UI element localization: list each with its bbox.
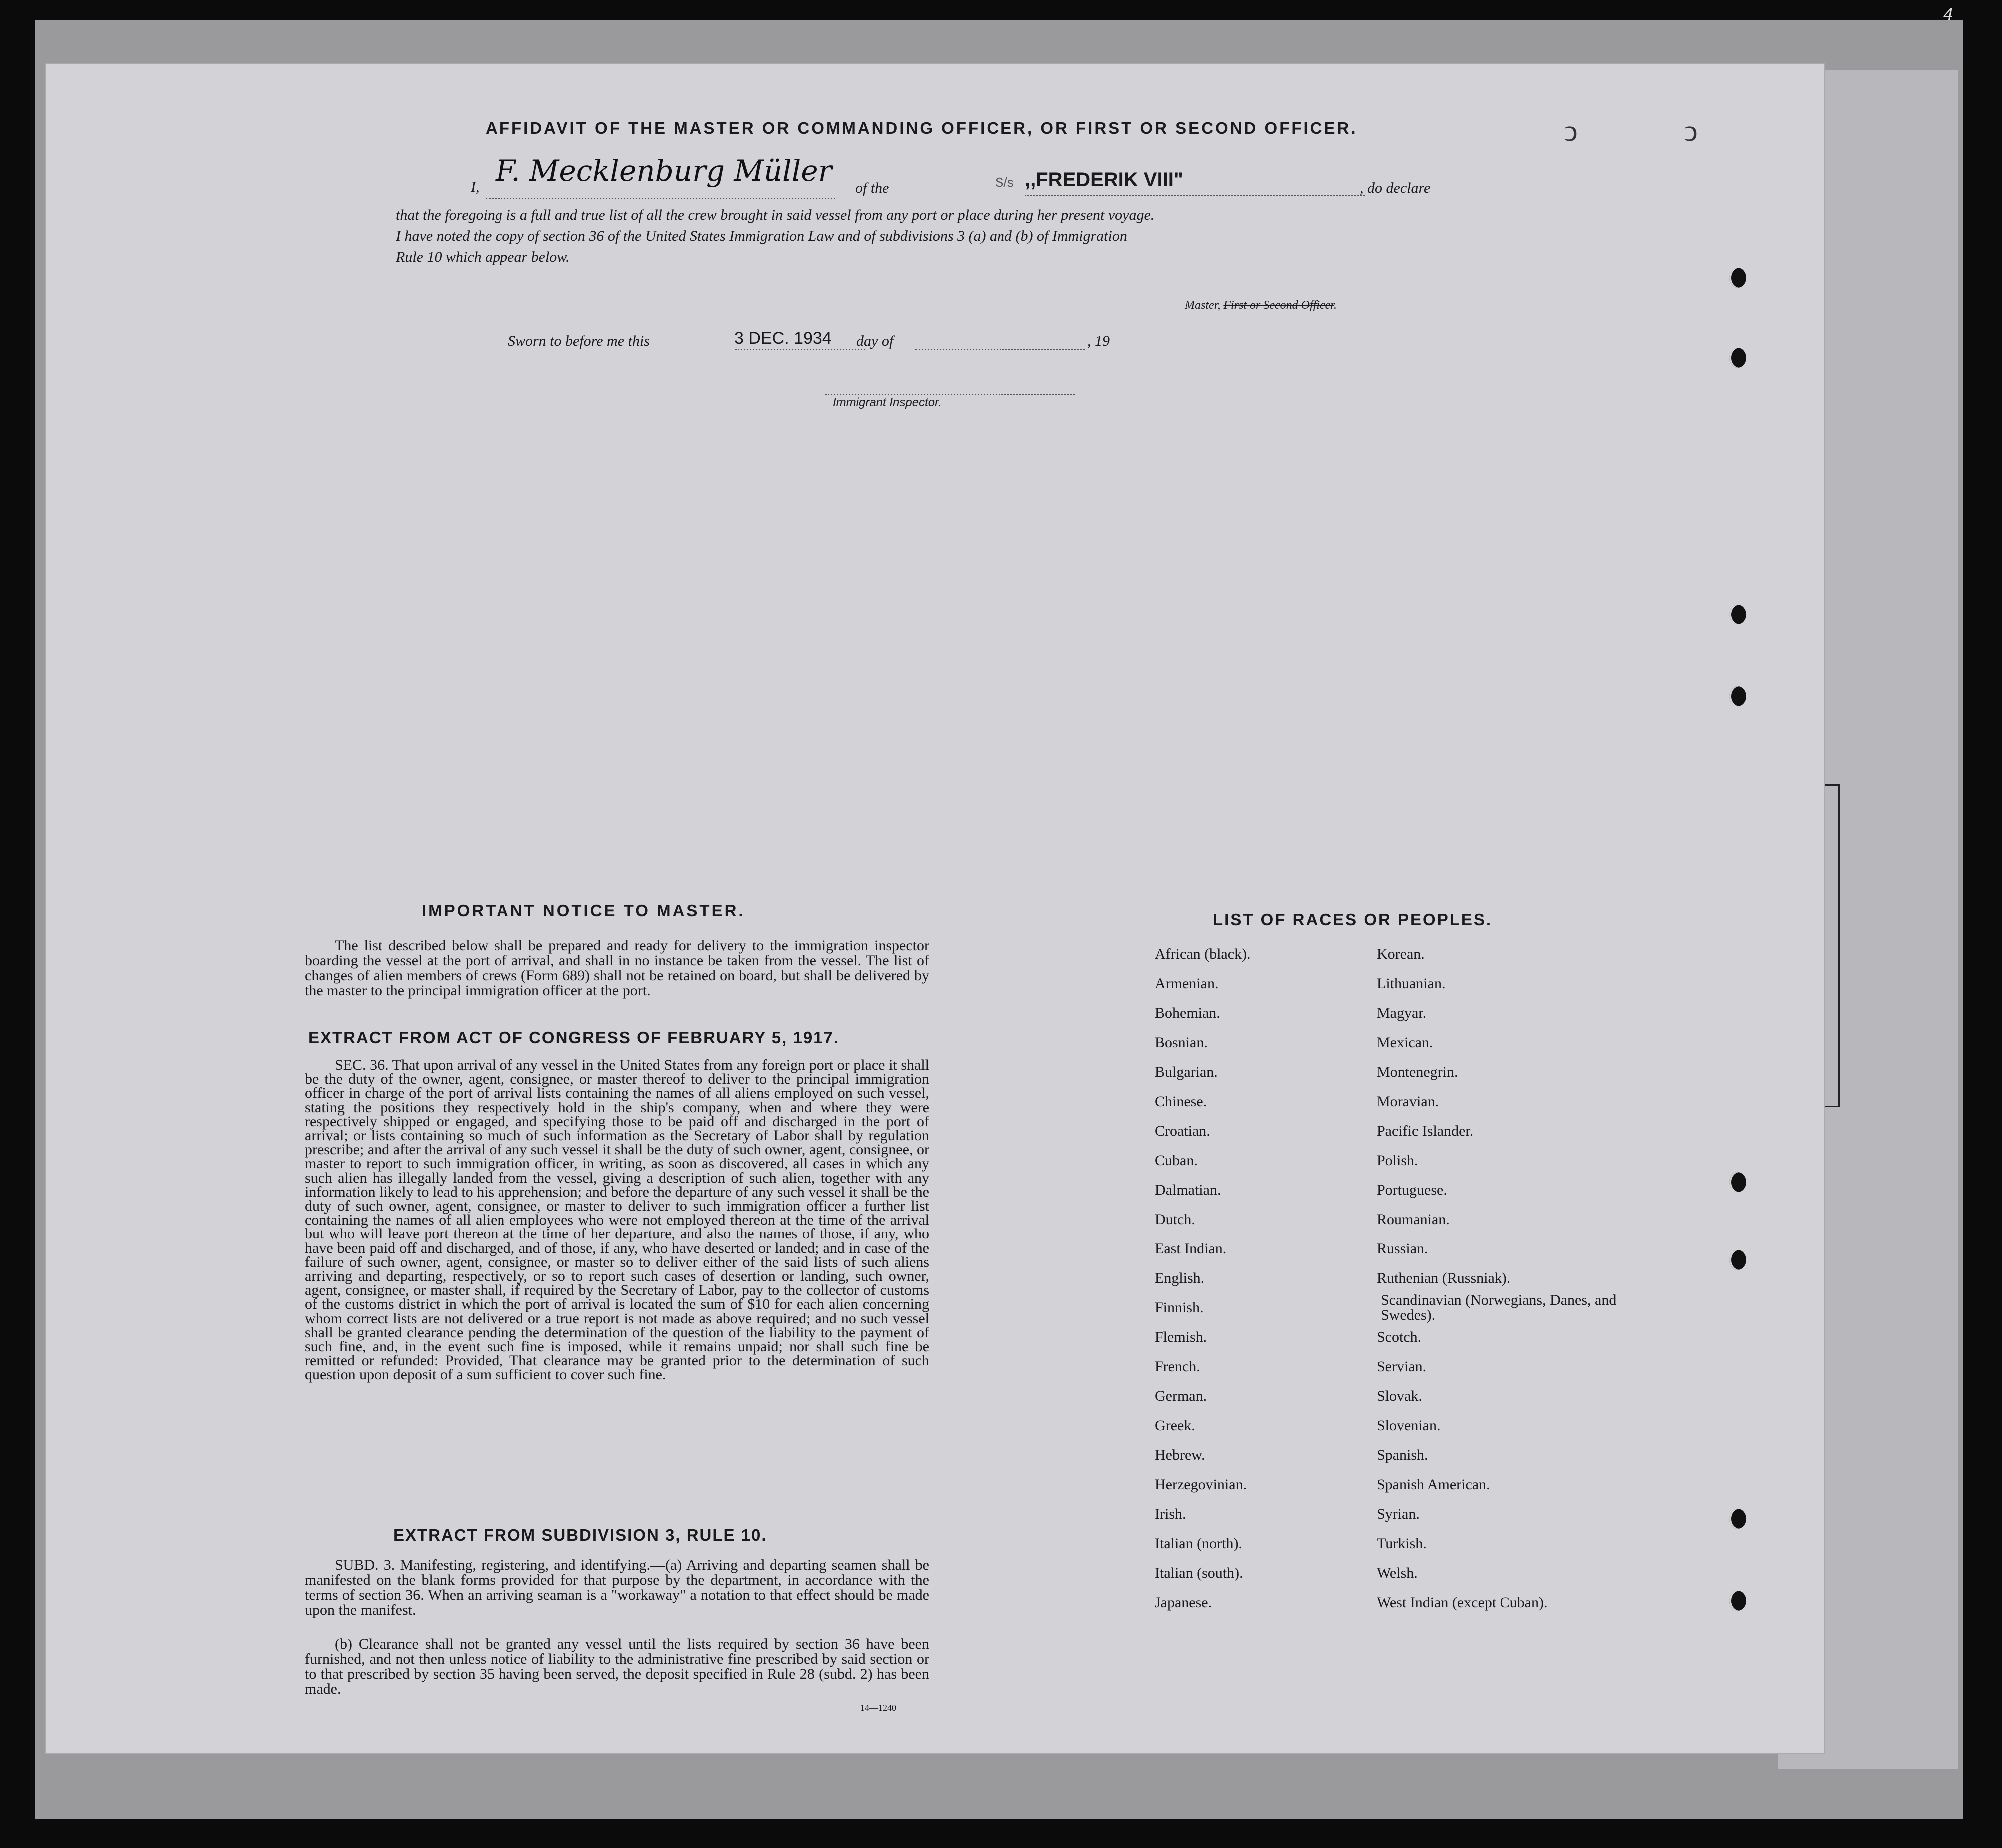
race-item: Flemish.	[1155, 1329, 1207, 1345]
race-item: English.	[1155, 1270, 1205, 1286]
race-item: Slovak.	[1377, 1388, 1422, 1404]
notice-text: The list described below shall be prepared and ready for delivery to the immigration inspector boarding the vessel at the port of arrival, and shall in no instance be taken from the vessel. The list of changes of alien members of crews (Form 689) shall not be retained on board, but shall be delivered by the master to the principal immigration officer at the port.	[305, 937, 929, 999]
race-item: Korean.	[1377, 946, 1425, 962]
race-item: Roumanian.	[1377, 1211, 1450, 1228]
sworn-date-stamp: 3 DEC. 1934	[734, 329, 832, 348]
master-label: Master,	[1185, 299, 1221, 312]
affidavit-line3: I have noted the copy of section 36 of the United States Immigration Law and of subdivisions 3 (a) and (b) of Immigration	[396, 228, 1127, 244]
inspector-label: Immigrant Inspector.	[833, 396, 942, 409]
race-item: Pacific Islander.	[1377, 1123, 1474, 1139]
extract1-title: EXTRACT FROM ACT OF CONGRESS OF FEBRUARY 5, 1917.	[308, 1028, 840, 1047]
race-item: Bosnian.	[1155, 1034, 1208, 1051]
race-item: Portuguese.	[1377, 1182, 1447, 1198]
master-end: .	[1333, 299, 1337, 312]
form-number: 14—1240	[860, 1703, 896, 1713]
vessel-line	[1025, 195, 1365, 196]
race-item: Polish.	[1377, 1152, 1418, 1169]
race-item: Lithuanian.	[1377, 975, 1446, 992]
binder-hole	[1729, 1172, 1746, 1192]
date-line	[735, 349, 865, 350]
extract2-text-b: (b) Clearance shall not be granted any vessel until the lists required by section 36 have been furnished, and not then unless notice of liability to the administrative fine prescribed by said section or to that prescribed by section 35 having been served, the deposit specified in Rule 28 (subd. 2) has been made.	[305, 1636, 929, 1697]
race-item: Chinese.	[1155, 1093, 1207, 1110]
officer-struck: First or Second Officer	[1223, 299, 1334, 312]
affidavit-title: AFFIDAVIT OF THE MASTER OR COMMANDING OFFICER, OR FIRST OR SECOND OFFICER.	[486, 119, 1358, 137]
vessel-prefix: S/s	[995, 175, 1014, 190]
race-item: Italian (north).	[1155, 1535, 1242, 1552]
race-item: German.	[1155, 1388, 1207, 1404]
extract1-text: SEC. 36. That upon arrival of any vessel in the United States from any foreign port or place it shall be the duty of the owner, agent, consignee, or master thereof to deliver to the principal immigration officer in charge of the port of arrival lists containing the names of all aliens employed on such vessel, stating the positions they respectively hold in the ship's company, when and where they were respectively shipped or engaged, and specifying those to be paid off and discharged in the port of arrival; or lists containing so much of such information as the Secretary of Labor shall by regulation prescribe; and after the arrival of any such vessel it shall be the duty of such owner, agent, consignee, or master to report to such immigration officer, in writing, as soon as discovered, all cases in which any such alien has illegally landed from the vessel, giving a description of such alien, together with any information likely to lead to his apprehension; and before the departure of any such vessel it shall be the duty of such owner, agent, consignee, or master to deliver to such immigration officer a further list containing the names of all alien employees who were not employed thereon at the time of the arrival but who will leave port thereon at the time of her departure, and also the names of those, if any, who have been paid off and discharged, and of those, if any, who have deserted or landed; and in case of the failure of such owner, agent, consignee, or master so to deliver either of the said lists of such aliens arriving and departing, respectively, or so to report such cases of desertion or landing, such owner, agent, consignee, or master shall, if required by the Secretary of Labor, pay to the collector of customs of the customs district in which the port of arrival is located the sum of $10 for each alien concerning whom correct lists are not delivered or a true report is not made as above required; and no such vessel shall be granted clearance pending the determination of the question of the liability to the payment of such fine, and, in the event such fine is imposed, while it remains unpaid; nor shall such fine be remitted or refunded: Provided, That clearance may be granted prior to the determination of such question upon deposit of a sum sufficient to cover such fine.	[305, 1057, 929, 1383]
race-item: Montenegrin.	[1377, 1064, 1458, 1080]
race-item: West Indian (except Cuban).	[1377, 1594, 1548, 1611]
extract2-text-a: SUBD. 3. Manifesting, registering, and identifying.—(a) Arriving and departing seamen shall be manifested on the blank forms provided for that purpose by the department, in accordance with the terms of section 36. When an arriving seaman is a "workaway" a notation to that effect should be made upon the manifest.	[305, 1557, 929, 1618]
year-prefix: , 19	[1087, 333, 1110, 349]
race-item: Greek.	[1155, 1417, 1195, 1434]
race-item: Croatian.	[1155, 1123, 1210, 1139]
vessel-name: ,,FREDERIK VIII"	[1025, 169, 1183, 191]
i-label: I,	[471, 179, 480, 195]
race-item: Dutch.	[1155, 1211, 1195, 1228]
binder-hole	[1729, 1250, 1746, 1270]
binder-hole	[1729, 605, 1746, 624]
race-item: French.	[1155, 1358, 1200, 1375]
of-the-label: of the	[855, 180, 889, 196]
extract2-title: EXTRACT FROM SUBDIVISION 3, RULE 10.	[393, 1526, 767, 1544]
sworn-label: Sworn to before me this	[508, 333, 650, 349]
race-item: Cuban.	[1155, 1152, 1198, 1169]
race-item: Scotch.	[1377, 1329, 1422, 1345]
corner-mark: ↄ	[1684, 114, 1698, 147]
race-item: African (black).	[1155, 946, 1251, 962]
race-item: Russian.	[1377, 1240, 1428, 1257]
race-item: Italian (south).	[1155, 1565, 1243, 1581]
race-item: Armenian.	[1155, 975, 1219, 992]
race-item: Finnish.	[1155, 1299, 1204, 1316]
race-item: Bulgarian.	[1155, 1064, 1218, 1080]
race-item: Slovenian.	[1377, 1417, 1441, 1434]
race-item: East Indian.	[1155, 1240, 1227, 1257]
signature-line	[486, 198, 835, 199]
binder-hole	[1729, 1591, 1746, 1611]
race-item: Moravian.	[1377, 1093, 1439, 1110]
binder-hole	[1729, 268, 1746, 288]
race-item: Irish.	[1155, 1506, 1186, 1522]
corner-mark: ↄ	[1564, 114, 1578, 147]
month-line	[915, 349, 1085, 350]
races-left-column	[1155, 939, 1355, 1617]
affidavit-line2: that the foregoing is a full and true list of all the crew brought in said vessel from any port or place during her present voyage.	[396, 207, 1155, 223]
do-declare: , do declare	[1360, 180, 1431, 196]
binder-hole	[1729, 686, 1746, 706]
race-item: Magyar.	[1377, 1005, 1427, 1021]
race-item: Herzegovinian.	[1155, 1476, 1247, 1493]
manifest-page	[46, 64, 1824, 1753]
binder-hole	[1729, 1509, 1746, 1529]
binder-hole	[1729, 348, 1746, 368]
race-item: Spanish American.	[1377, 1476, 1490, 1493]
inspector-line	[825, 394, 1075, 395]
races-title: LIST OF RACES OR PEOPLES.	[1213, 910, 1493, 929]
race-item: Hebrew.	[1155, 1447, 1205, 1463]
race-item: Scandinavian (Norwegians, Danes, and Swedes).	[1381, 1292, 1617, 1323]
master-signature: F. Mecklenburg Müller	[496, 154, 832, 188]
race-item: Mexican.	[1377, 1034, 1433, 1051]
race-item: Spanish.	[1377, 1447, 1428, 1463]
races-right-column	[1377, 939, 1636, 1617]
race-item: Bohemian.	[1155, 1005, 1220, 1021]
page-number: 4	[1943, 5, 1953, 24]
day-of-label: day of	[856, 333, 894, 349]
notice-title: IMPORTANT NOTICE TO MASTER.	[422, 901, 745, 920]
affidavit-line4: Rule 10 which appear below.	[396, 249, 570, 265]
race-item: Ruthenian (Russniak).	[1377, 1270, 1511, 1286]
race-item: Japanese.	[1155, 1594, 1212, 1611]
race-item: Welsh.	[1377, 1565, 1418, 1581]
race-item: Servian.	[1377, 1358, 1427, 1375]
race-item: Dalmatian.	[1155, 1182, 1221, 1198]
race-item: Turkish.	[1377, 1535, 1427, 1552]
race-item: Syrian.	[1377, 1506, 1420, 1522]
